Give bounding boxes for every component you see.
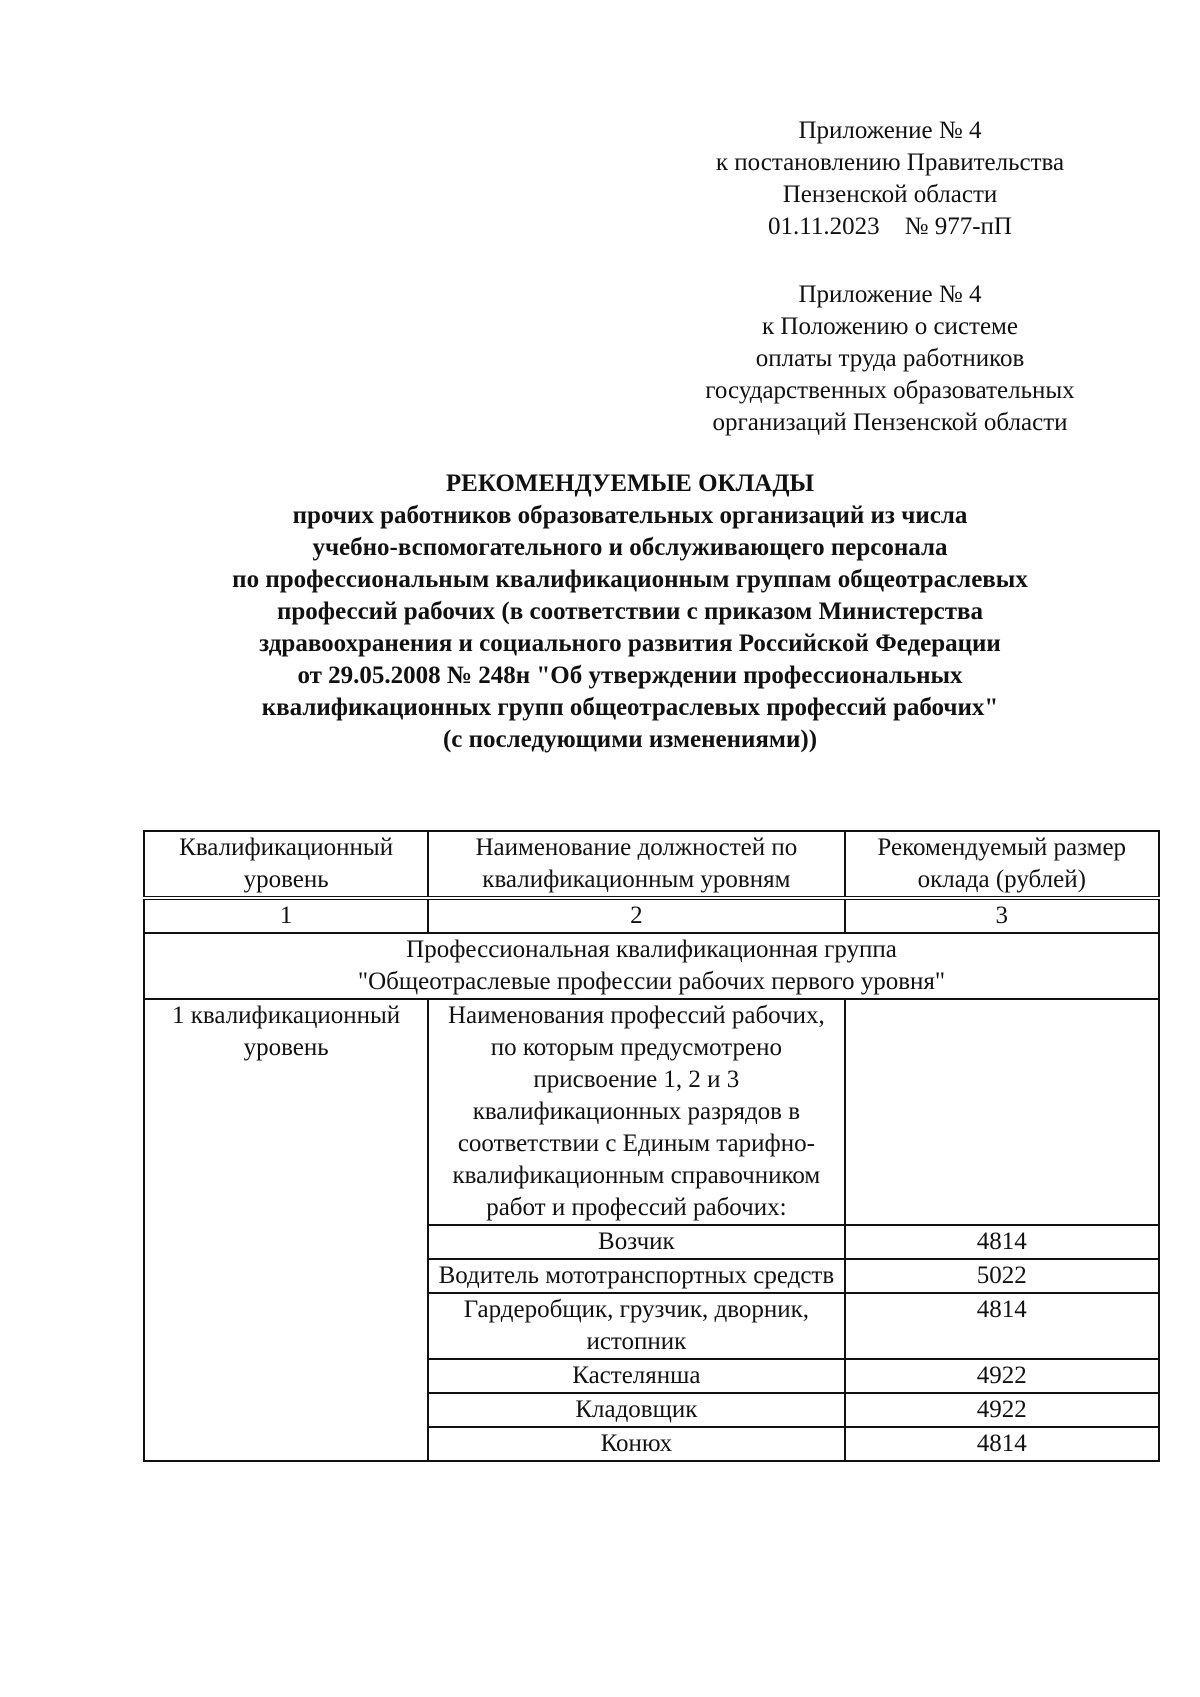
title-line: по профессиональным квалификационным группам общеотраслевых bbox=[232, 566, 1028, 593]
salary-cell: 4814 bbox=[845, 1293, 1160, 1359]
column-number: 1 bbox=[144, 898, 428, 933]
header-recommended-salary: Рекомендуемый размер оклада (рублей) bbox=[845, 831, 1160, 898]
appendix-decree-block bbox=[660, 115, 1120, 243]
salary-cell: 4922 bbox=[845, 1359, 1160, 1393]
appendix-regulation-line: государственных образовательных bbox=[705, 377, 1075, 404]
salary-cell: 4922 bbox=[845, 1393, 1160, 1427]
title-heading: РЕКОМЕНДУЕМЫЕ ОКЛАДЫ bbox=[445, 470, 815, 497]
position-cell: Конюх bbox=[428, 1427, 844, 1461]
position-cell: Кладовщик bbox=[428, 1393, 844, 1427]
appendix-decree-line: Пензенской области bbox=[782, 181, 998, 208]
title-line: учебно-вспомогательного и обслуживающего персонала bbox=[312, 534, 948, 561]
salary-cell: 4814 bbox=[845, 1225, 1160, 1259]
group-title-line: Профессиональная квалификационная группа bbox=[406, 936, 897, 963]
appendix-regulation-block bbox=[660, 279, 1120, 439]
table-header-row bbox=[144, 831, 1159, 898]
salary-table bbox=[143, 830, 1160, 1462]
salary-cell: 4814 bbox=[845, 1427, 1160, 1461]
document-title bbox=[130, 468, 1130, 756]
empty-salary-cell bbox=[845, 999, 1160, 1225]
appendix-decree-line: к постановлению Правительства bbox=[715, 149, 1065, 176]
column-number: 3 bbox=[845, 898, 1160, 933]
table-row bbox=[144, 999, 1159, 1225]
appendix-regulation-line: оплаты труда работников bbox=[755, 345, 1025, 372]
group-title-line: "Общеотраслевые профессии рабочих первого уровня" bbox=[357, 968, 946, 995]
level-label-cell: 1 квалификационный уровень bbox=[144, 999, 428, 1461]
header-position-names: Наименование должностей по квалификационным уровням bbox=[428, 831, 844, 898]
position-cell: Кастелянша bbox=[428, 1359, 844, 1393]
title-line: (с последующими изменениями)) bbox=[442, 726, 818, 753]
level-description-cell: Наименования профессий рабочих, по которым предусмотрено присвоение 1, 2 и 3 квалификационных разрядов в соответствии с Единым тарифно-квалификационным справочником работ и профессий рабочих: bbox=[428, 999, 844, 1225]
position-cell: Гардеробщик, грузчик, дворник, истопник bbox=[428, 1293, 844, 1359]
column-number: 2 bbox=[428, 898, 844, 933]
title-line: от 29.05.2008 № 248н "Об утверждении профессиональных bbox=[297, 662, 963, 689]
appendix-regulation-line: организаций Пензенской области bbox=[712, 409, 1068, 436]
position-cell: Водитель мототранспортных средств bbox=[428, 1259, 844, 1293]
title-line: квалификационных групп общеотраслевых профессий рабочих" bbox=[261, 694, 999, 721]
header-qualification-level: Квалификационный уровень bbox=[144, 831, 428, 898]
appendix-regulation-line: Приложение № 4 bbox=[798, 281, 982, 308]
title-line: профессий рабочих (в соответствии с приказом Министерства bbox=[276, 598, 984, 625]
position-cell: Возчик bbox=[428, 1225, 844, 1259]
group-title-row bbox=[144, 933, 1159, 999]
appendix-regulation-line: к Положению о системе bbox=[762, 313, 1018, 340]
title-line: здравоохранения и социального развития Российской Федерации bbox=[259, 630, 1001, 657]
appendix-decree-line: Приложение № 4 bbox=[798, 117, 982, 144]
appendix-decree-date-number: 01.11.2023 № 977-пП bbox=[768, 213, 1012, 240]
column-number-row bbox=[144, 898, 1159, 933]
title-line: прочих работников образовательных организаций из числа bbox=[292, 502, 968, 529]
group-title-cell bbox=[144, 933, 1159, 999]
salary-cell: 5022 bbox=[845, 1259, 1160, 1293]
